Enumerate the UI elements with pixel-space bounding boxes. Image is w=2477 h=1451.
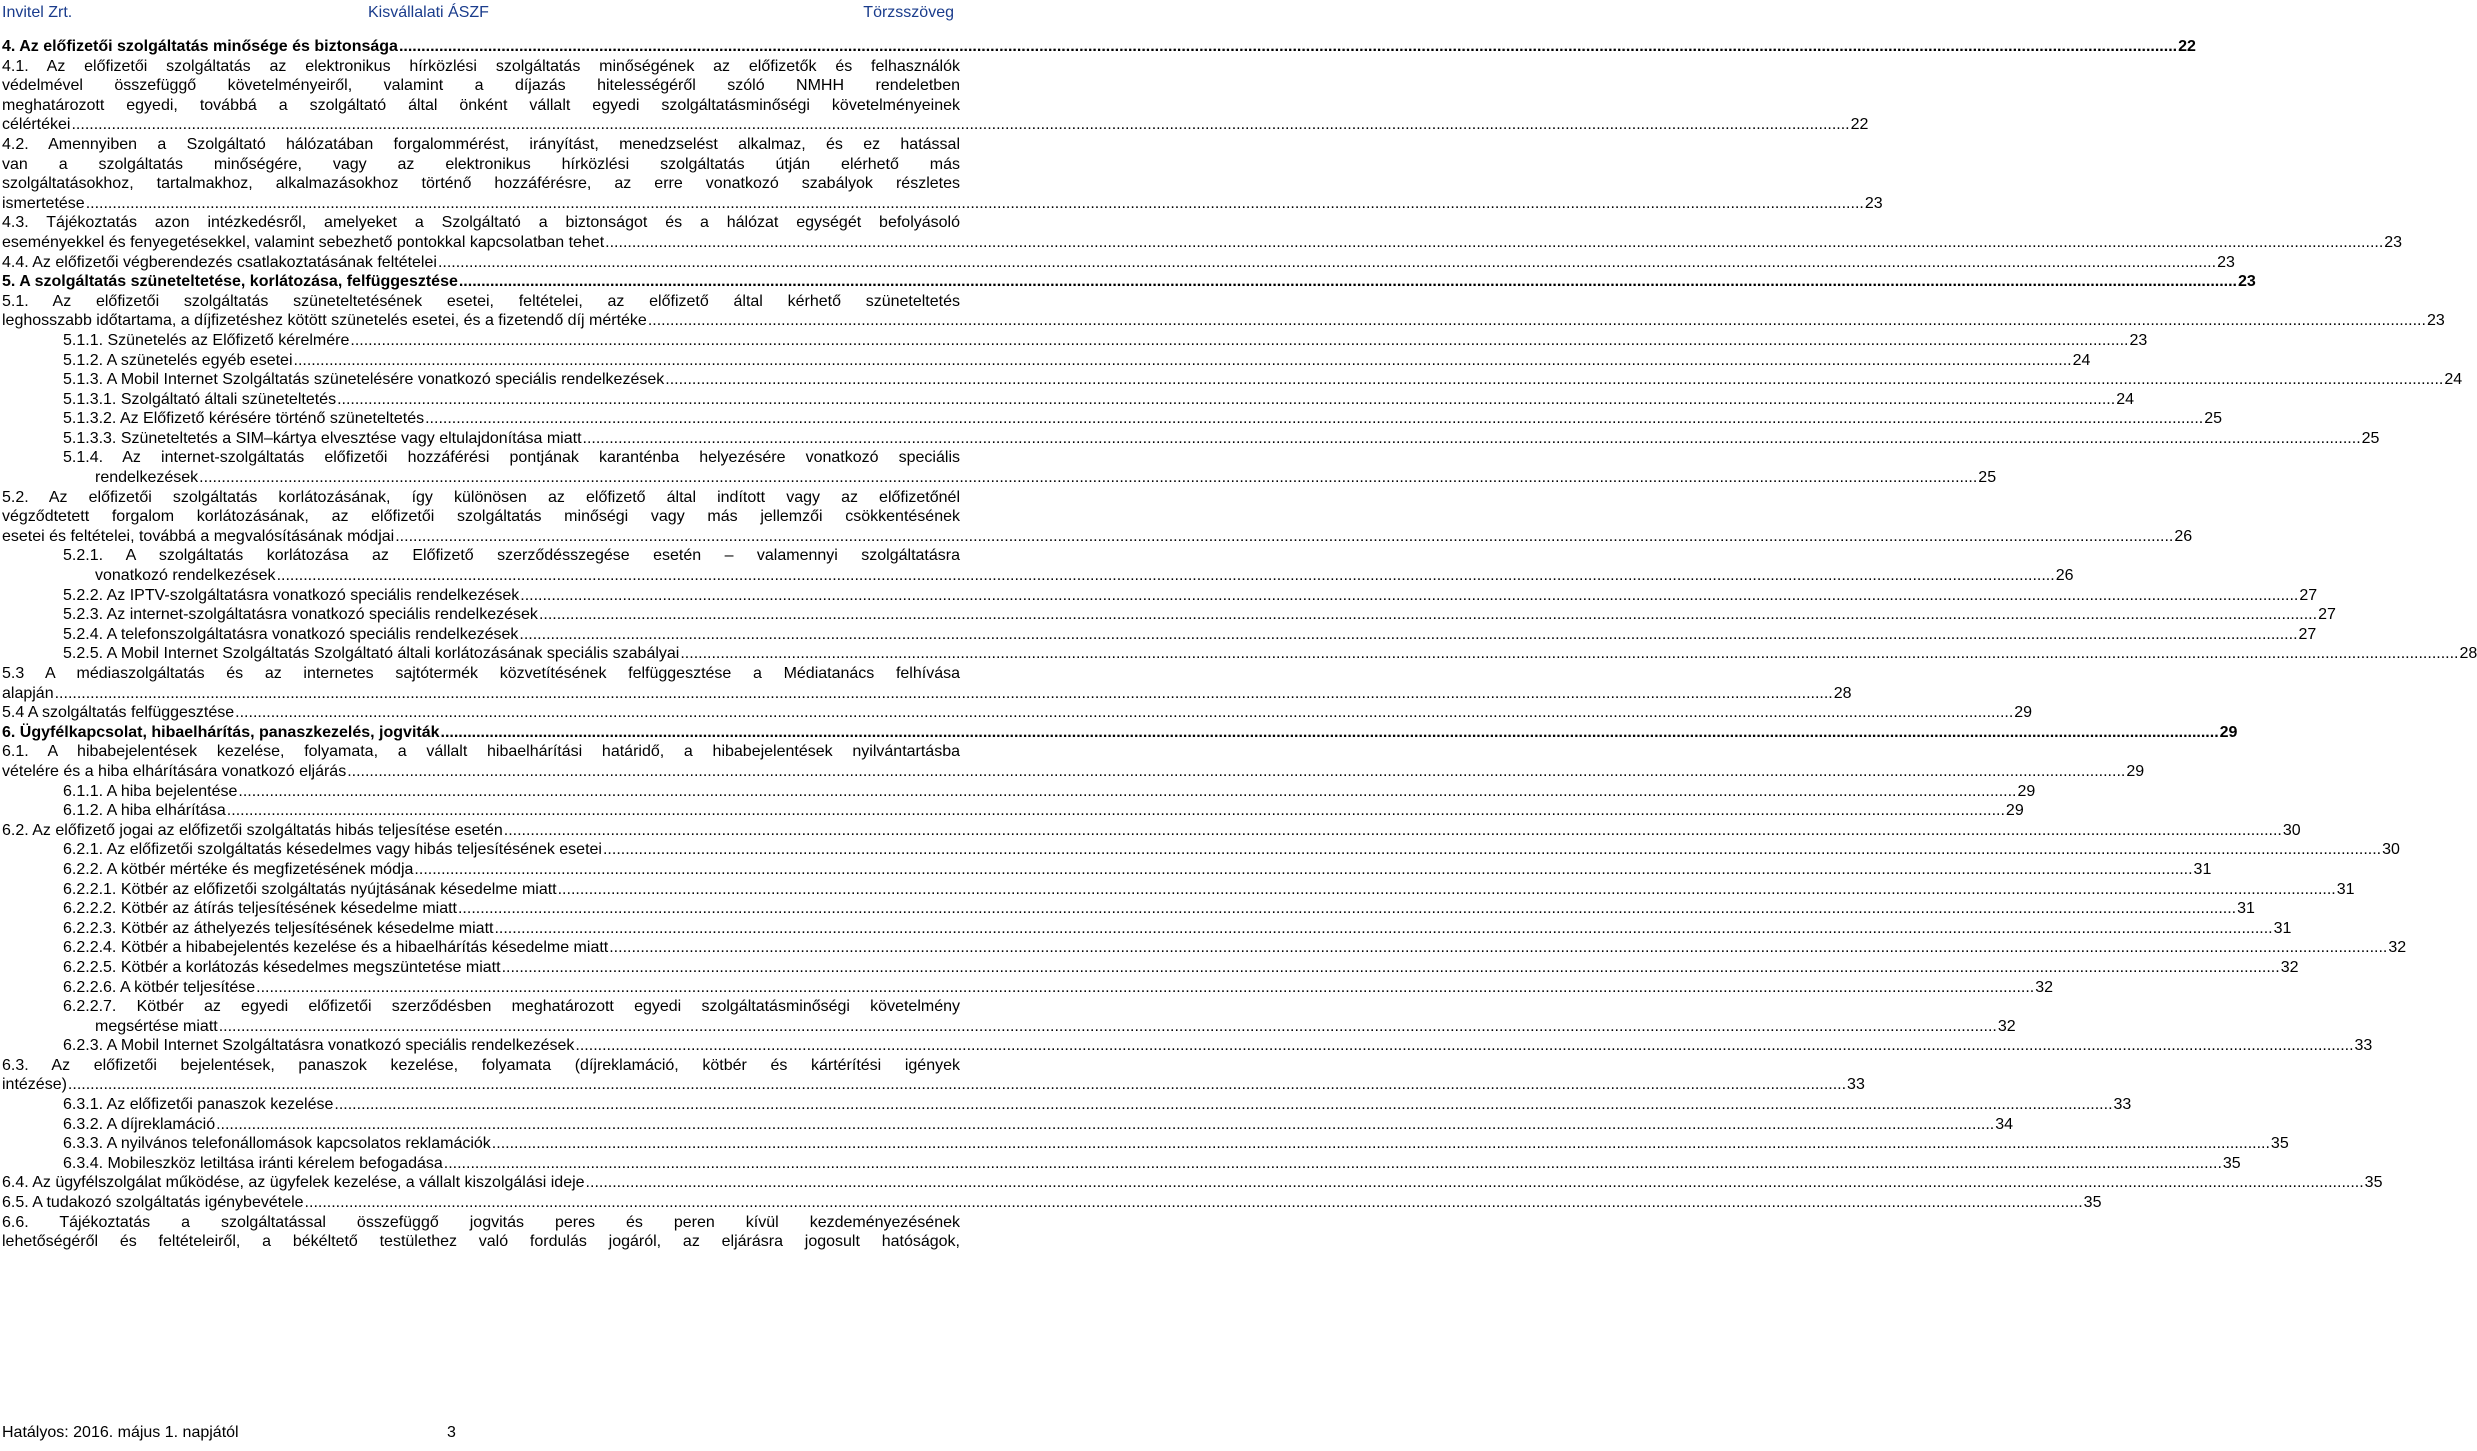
toc-dot-leader: ................................................................................................................................................................................................................................................................................................................................................................................................................ <box>414 860 2193 878</box>
toc-dot-leader: ................................................................................................................................................................................................................................................................................................................................................................................................................ <box>519 625 2298 643</box>
toc-entry-title: 5.2.3. Az internet-szolgáltatásra vonatkozó speciális rendelkezések <box>63 606 538 624</box>
header-version: Törzsszöveg <box>863 4 954 21</box>
toc-entry[interactable] <box>0 1213 960 1252</box>
toc-dot-leader: ................................................................................................................................................................................................................................................................................................................................................................................................................ <box>238 782 2017 800</box>
toc-entry-title: 6.2.2.4. Kötbér a hibabejelentés kezelése és a hibaelhárítás késedelme miatt <box>63 939 609 957</box>
toc-entry[interactable] <box>0 546 2074 585</box>
toc-entry-title: 5.4 A szolgáltatás felfüggesztése <box>2 704 235 722</box>
toc-page-number: 35 <box>2270 1135 2289 1153</box>
toc-entry[interactable] <box>0 409 2223 429</box>
toc-entry-title: 5.1.3.3. Szüneteltetés a SIM–kártya elvesztése vagy eltulajdonítása miatt <box>63 429 582 447</box>
toc-entry-text-line: 4.2. Amennyiben a Szolgáltató hálózatában forgalommérést, irányítást, menedzselést alkalmaz, és ez hatással <box>2 135 960 153</box>
toc-dot-leader: ................................................................................................................................................................................................................................................................................................................................................................................................................ <box>334 1096 2113 1114</box>
toc-entry-title: 4. Az előfizetői szolgáltatás minősége és biztonsága <box>2 38 398 55</box>
toc-page-number: 35 <box>2364 1174 2383 1192</box>
toc-entry-title: 6.5. A tudakozó szolgáltatás igénybevétele <box>2 1194 304 1212</box>
toc-dot-leader: ................................................................................................................................................................................................................................................................................................................................................................................................................ <box>398 38 2178 55</box>
toc-entry[interactable] <box>0 723 2238 743</box>
toc-entry[interactable] <box>0 429 2380 449</box>
toc-page-number: 24 <box>2444 371 2463 389</box>
toc-page-number: 29 <box>2017 782 2036 800</box>
toc-page-number: 31 <box>2237 900 2255 918</box>
toc-entry[interactable] <box>0 1115 2014 1135</box>
toc-entry[interactable] <box>0 840 2400 860</box>
toc-entry-text-line: 5.2.1. A szolgáltatás korlátozása az Előfizető szerződésszegése esetén – valamennyi szolgáltatásra <box>63 547 960 565</box>
toc-dot-leader: ................................................................................................................................................................................................................................................................................................................................................................................................................ <box>602 841 2382 859</box>
toc-entry-text-line: 5.1. Az előfizetői szolgáltatás szüneteltetésének esetei, feltételei, az előfizető által kérhető szüneteltetés <box>2 292 960 310</box>
footer-page-number: 3 <box>447 1424 456 1441</box>
toc-page-number: 29 <box>2219 723 2238 741</box>
toc-entry-text-line: lehetőségéről és feltételeiről, a békéltető testülethez való fordulás jogáról, az eljárásra jogosult hatóságok, <box>2 1233 960 1251</box>
toc-page-number: 32 <box>2388 939 2407 957</box>
toc-entry-text-line: végződtetett forgalom korlátozásának, az előfizetői szolgáltatás minőségi vagy más jellemzői csökkentésének <box>2 508 960 526</box>
toc-dot-leader: ................................................................................................................................................................................................................................................................................................................................................................................................................ <box>54 684 1833 702</box>
toc-entry-title: 6.3.1. Az előfizetői panaszok kezelése <box>63 1096 334 1114</box>
toc-entry[interactable] <box>0 1056 1865 1095</box>
toc-entry[interactable] <box>0 860 2212 880</box>
toc-entry-title: 6.2.2.3. Kötbér az áthelyezés teljesítésének késedelme miatt <box>63 919 494 937</box>
toc-dot-leader: ................................................................................................................................................................................................................................................................................................................................................................................................................ <box>304 1194 2083 1212</box>
toc-dot-leader: ................................................................................................................................................................................................................................................................................................................................................................................................................ <box>256 978 2035 996</box>
toc-entry-text-line: védelmével összefüggő követelményeiről, valamint a díjazás hitelességéről szóló NMHH rendeletben <box>2 77 960 95</box>
table-of-contents <box>0 37 2477 1252</box>
toc-entry[interactable] <box>0 664 1852 703</box>
toc-entry-title: 6.2. Az előfizető jogai az előfizetői szolgáltatás hibás teljesítése esetén <box>2 821 503 839</box>
toc-entry[interactable] <box>0 370 2463 390</box>
toc-entry-text-line: 5.2. Az előfizetői szolgáltatás korlátozásának, így különösen az előfizető által indított vagy az előfizetőnél <box>2 488 960 506</box>
toc-entry[interactable] <box>0 1134 2289 1154</box>
toc-dot-leader: ................................................................................................................................................................................................................................................................................................................................................................................................................ <box>458 273 2237 291</box>
toc-entry-text-line: szolgáltatásokhoz, tartalmakhoz, alkalmazásokhoz történő hozzáférésre, az erre vonatkozó szabályok részletes <box>2 175 960 193</box>
toc-entry-title: 6.3.4. Mobileszköz letiltása iránti kérelem befogadása <box>63 1154 443 1172</box>
toc-entry[interactable] <box>0 958 2299 978</box>
toc-entry[interactable] <box>0 351 2091 371</box>
toc-entry-text-line: meghatározott egyedi, továbbá a szolgáltató által önként vállalt egyedi szolgáltatásminőségi követelményeinek <box>2 96 960 114</box>
toc-entry[interactable] <box>0 899 2255 919</box>
toc-page-number: 23 <box>2217 253 2235 271</box>
toc-entry-text-line: 6.6. Tájékoztatás a szolgáltatással összefüggő jogvitás peres és peren kívül kezdeményezésének <box>2 1213 960 1231</box>
toc-entry[interactable] <box>0 57 1869 135</box>
toc-dot-leader: ................................................................................................................................................................................................................................................................................................................................................................................................................ <box>276 567 2055 585</box>
toc-entry[interactable] <box>0 135 1883 213</box>
toc-page-number: 23 <box>2129 331 2148 349</box>
toc-dot-leader: ................................................................................................................................................................................................................................................................................................................................................................................................................ <box>605 233 2384 251</box>
toc-entry-title: 6.2.2.2. Kötbér az átírás teljesítésének késedelme miatt <box>63 900 457 918</box>
toc-entry-title: 5. A szolgáltatás szüneteltetése, korlátozása, felfüggesztése <box>2 273 458 291</box>
toc-entry-title: 6.2.2. A kötbér mértéke és megfizetésének módja <box>63 860 414 878</box>
toc-page-number: 24 <box>2116 390 2134 408</box>
toc-page-number: 29 <box>2126 762 2145 780</box>
toc-dot-leader: ................................................................................................................................................................................................................................................................................................................................................................................................................ <box>395 527 2174 545</box>
toc-entry-title: 6.2.2.6. A kötbér teljesítése <box>63 978 256 996</box>
toc-entry-text-line: van a szolgáltatás minőségére, vagy az elektronikus hírközlési szolgáltatás útján elérhető más <box>2 155 960 173</box>
toc-page-number: 26 <box>2055 567 2074 585</box>
toc-entry[interactable] <box>0 938 2407 958</box>
toc-entry-title: 5.1.1. Szünetelés az Előfizető kérelmére <box>63 331 350 349</box>
toc-entry-title: vonatkozó rendelkezések <box>95 567 276 585</box>
toc-dot-leader: ................................................................................................................................................................................................................................................................................................................................................................................................................ <box>680 645 2459 663</box>
toc-page-number: 31 <box>2273 919 2292 937</box>
toc-entry[interactable] <box>0 625 2317 645</box>
toc-page-number: 33 <box>2354 1037 2373 1055</box>
toc-entry-text-line: 5.3 A médiaszolgáltatás és az internetes sajtótermék közvetítésének felfüggesztése a Médiatanács felhívása <box>2 665 960 682</box>
toc-entry[interactable] <box>0 919 2292 939</box>
toc-entry[interactable] <box>0 605 2336 625</box>
toc-page-number: 23 <box>2384 233 2403 251</box>
toc-dot-leader: ................................................................................................................................................................................................................................................................................................................................................................................................................ <box>293 351 2072 369</box>
toc-entry-title: ismertetése <box>2 194 85 212</box>
toc-page-number: 28 <box>2459 645 2477 663</box>
toc-dot-leader: ................................................................................................................................................................................................................................................................................................................................................................................................................ <box>585 1174 2364 1192</box>
toc-entry[interactable] <box>0 703 2033 723</box>
toc-page-number: 34 <box>1995 1115 2014 1133</box>
toc-entry[interactable] <box>0 1036 2373 1056</box>
toc-entry-title: intézése) <box>2 1076 67 1094</box>
toc-entry-title: eseményekkel és fenyegetésekkel, valamint sebezhető pontokkal kapcsolatban tehet <box>2 233 605 251</box>
toc-entry-title: 6.1.2. A hiba elhárítása <box>63 802 226 820</box>
toc-page-number: 31 <box>2193 860 2212 878</box>
toc-entry-title: 5.1.3. A Mobil Internet Szolgáltatás szünetelésére vonatkozó speciális rendelkezések <box>63 371 665 389</box>
toc-dot-leader: ................................................................................................................................................................................................................................................................................................................................................................................................................ <box>350 331 2129 349</box>
toc-entry[interactable] <box>0 782 2036 802</box>
toc-entry-title: esetei és feltételei, továbbá a megvalósításának módjai <box>2 527 395 545</box>
toc-entry-title: 5.2.5. A Mobil Internet Szolgáltatás Szolgáltató általi korlátozásának speciális szabályai <box>63 645 680 663</box>
toc-dot-leader: ................................................................................................................................................................................................................................................................................................................................................................................................................ <box>494 919 2273 937</box>
toc-entry-title: alapján <box>2 684 54 702</box>
toc-dot-leader: ................................................................................................................................................................................................................................................................................................................................................................................................................ <box>609 939 2388 957</box>
toc-entry-title: 6.3.3. A nyilvános telefonállomások kapcsolatos reklamációk <box>63 1135 491 1153</box>
toc-entry[interactable] <box>0 1193 2102 1213</box>
toc-entry-title: 6.2.2.5. Kötbér a korlátozás késedelmes megszüntetése miatt <box>63 958 501 976</box>
toc-dot-leader: ................................................................................................................................................................................................................................................................................................................................................................................................................ <box>665 371 2444 389</box>
toc-dot-leader: ................................................................................................................................................................................................................................................................................................................................................................................................................ <box>437 253 2217 271</box>
toc-dot-leader: ................................................................................................................................................................................................................................................................................................................................................................................................................ <box>647 312 2426 330</box>
toc-dot-leader: ................................................................................................................................................................................................................................................................................................................................................................................................................ <box>226 802 2005 820</box>
toc-entry[interactable] <box>0 488 2193 547</box>
toc-dot-leader: ................................................................................................................................................................................................................................................................................................................................................................................................................ <box>575 1037 2354 1055</box>
toc-page-number: 33 <box>2113 1096 2132 1114</box>
toc-entry-title: 6.1.1. A hiba bejelentése <box>63 782 238 800</box>
toc-entry-text-line: 6.3. Az előfizetői bejelentések, panaszok kezelése, folyamata (díjreklamáció, kötbér és kártérítési igények <box>2 1056 960 1074</box>
toc-dot-leader: ................................................................................................................................................................................................................................................................................................................................................................................................................ <box>337 390 2116 408</box>
toc-entry-text-line: 6.1. A hibabejelentések kezelése, folyamata, a vállalt hibaelhárítási határidő, a hibabejelentések nyilvántartásba <box>2 743 960 761</box>
toc-page-number: 26 <box>2174 527 2193 545</box>
toc-entry[interactable] <box>0 292 2445 331</box>
toc-page-number: 29 <box>2005 802 2024 820</box>
toc-entry[interactable] <box>0 742 2145 781</box>
toc-page-number: 23 <box>1864 194 1883 212</box>
toc-dot-leader: ................................................................................................................................................................................................................................................................................................................................................................................................................ <box>520 586 2299 604</box>
toc-page-number: 23 <box>2426 312 2445 330</box>
toc-entry[interactable] <box>0 644 2477 664</box>
toc-dot-leader: ................................................................................................................................................................................................................................................................................................................................................................................................................ <box>218 1017 1997 1035</box>
toc-entry-text-line: 4.1. Az előfizetői szolgáltatás az elektronikus hírközlési szolgáltatás minőségének az előfizetők és felhasználók <box>2 57 960 75</box>
toc-entry[interactable] <box>0 880 2355 900</box>
toc-entry[interactable] <box>0 1095 2132 1115</box>
toc-dot-leader: ................................................................................................................................................................................................................................................................................................................................................................................................................ <box>582 429 2361 447</box>
toc-entry-text-line: 4.3. Tájékoztatás azon intézkedésről, amelyeket a Szolgáltató a biztonságot és a hálózat egységét befolyásoló <box>2 214 960 232</box>
toc-page-number: 32 <box>2280 958 2299 976</box>
toc-entry-title: 6. Ügyfélkapcsolat, hibaelhárítás, panaszkezelés, jogviták <box>2 723 440 741</box>
toc-entry-title: 6.2.1. Az előfizetői szolgáltatás késedelmes vagy hibás teljesítésének esetei <box>63 841 602 859</box>
toc-entry[interactable] <box>0 253 2235 273</box>
toc-dot-leader: ................................................................................................................................................................................................................................................................................................................................................................................................................ <box>216 1115 1995 1133</box>
toc-page-number: 27 <box>2298 625 2317 643</box>
toc-dot-leader: ................................................................................................................................................................................................................................................................................................................................................................................................................ <box>457 900 2237 918</box>
toc-page-number: 31 <box>2336 880 2355 898</box>
footer-effective-date: Hatályos: 2016. május 1. napjától <box>2 1424 239 1441</box>
toc-entry-title: 5.1.3.1. Szolgáltató általi szüneteltetés <box>63 390 337 408</box>
toc-entry-title: 6.2.3. A Mobil Internet Szolgáltatásra vonatkozó speciális rendelkezések <box>63 1037 575 1055</box>
toc-page-number: 30 <box>2382 841 2400 859</box>
toc-page-number: 29 <box>2014 704 2033 722</box>
toc-page-number: 30 <box>2282 821 2301 839</box>
page-header <box>0 0 960 28</box>
toc-entry[interactable] <box>0 272 2256 292</box>
toc-page-number: 35 <box>2222 1154 2241 1172</box>
toc-entry[interactable] <box>0 37 2196 57</box>
toc-entry-title: 4.4. Az előfizetői végberendezés csatlakoztatásának feltételei <box>2 253 437 271</box>
toc-dot-leader: ................................................................................................................................................................................................................................................................................................................................................................................................................ <box>538 606 2318 624</box>
toc-entry-title: megsértése miatt <box>95 1017 218 1035</box>
header-company: Invitel Zrt. <box>2 4 73 21</box>
toc-dot-leader: ................................................................................................................................................................................................................................................................................................................................................................................................................ <box>67 1076 1847 1094</box>
toc-entry-title: célértékei <box>2 116 71 134</box>
toc-entry-title: 6.4. Az ügyfélszolgálat működése, az ügyfelek kezelése, a vállalt kiszolgálási ideje <box>2 1174 585 1192</box>
toc-entry-title: 5.2.2. Az IPTV-szolgáltatásra vonatkozó speciális rendelkezések <box>63 586 520 604</box>
page-footer <box>0 1422 960 1446</box>
toc-dot-leader: ................................................................................................................................................................................................................................................................................................................................................................................................................ <box>503 821 2282 839</box>
toc-entry-title: 6.3.2. A díjreklamáció <box>63 1115 216 1133</box>
toc-entry-title: 5.1.3.2. Az Előfizető kérésére történő szüneteltetés <box>63 410 425 428</box>
toc-entry[interactable] <box>0 586 2318 606</box>
toc-dot-leader: ................................................................................................................................................................................................................................................................................................................................................................................................................ <box>557 880 2336 898</box>
toc-entry-text-line: 6.2.2.7. Kötbér az egyedi előfizetői szerződésben meghatározott egyedi szolgáltatásminőségi követelmény <box>63 998 960 1016</box>
toc-dot-leader: ................................................................................................................................................................................................................................................................................................................................................................................................................ <box>71 116 1850 134</box>
toc-entry-title: vételére és a hiba elhárítására vonatkozó eljárás <box>2 762 347 780</box>
toc-entry-title: 5.2.4. A telefonszolgáltatásra vonatkozó speciális rendelkezések <box>63 625 519 643</box>
toc-page-number: 32 <box>1997 1017 2016 1035</box>
toc-page-number: 25 <box>2361 429 2380 447</box>
header-document-type: Kisvállalati ÁSZF <box>368 4 489 21</box>
toc-entry[interactable] <box>0 213 2403 252</box>
toc-page-number: 23 <box>2237 273 2256 291</box>
toc-entry[interactable] <box>0 1154 2241 1174</box>
toc-dot-leader: ................................................................................................................................................................................................................................................................................................................................................................................................................ <box>501 958 2280 976</box>
toc-entry[interactable] <box>0 1173 2383 1193</box>
toc-dot-leader: ................................................................................................................................................................................................................................................................................................................................................................................................................ <box>440 723 2219 741</box>
toc-page-number: 28 <box>1833 684 1852 702</box>
toc-entry[interactable] <box>0 331 2148 351</box>
toc-entry-title: leghosszabb időtartama, a díjfizetéshez kötött szünetelés esetei, és a fizetendő díj mértéke <box>2 312 647 330</box>
toc-entry[interactable] <box>0 448 1997 487</box>
toc-page-number: 22 <box>1850 116 1869 134</box>
toc-dot-leader: ................................................................................................................................................................................................................................................................................................................................................................................................................ <box>199 469 1978 487</box>
toc-page-number: 25 <box>2204 410 2223 428</box>
toc-entry[interactable] <box>0 390 2134 410</box>
toc-entry[interactable] <box>0 997 2016 1036</box>
toc-dot-leader: ................................................................................................................................................................................................................................................................................................................................................................................................................ <box>443 1154 2222 1172</box>
toc-entry[interactable] <box>0 821 2301 841</box>
toc-page-number: 24 <box>2072 351 2091 369</box>
toc-entry[interactable] <box>0 978 2054 998</box>
toc-dot-leader: ................................................................................................................................................................................................................................................................................................................................................................................................................ <box>235 704 2014 722</box>
toc-entry-title: rendelkezések <box>95 469 199 487</box>
toc-page-number: 25 <box>1978 469 1997 487</box>
toc-page-number: 33 <box>1847 1076 1865 1094</box>
toc-page-number: 32 <box>2035 978 2054 996</box>
toc-dot-leader: ................................................................................................................................................................................................................................................................................................................................................................................................................ <box>425 410 2204 428</box>
toc-entry-title: 6.2.2.1. Kötbér az előfizetői szolgáltatás nyújtásának késedelme miatt <box>63 880 557 898</box>
toc-entry-text-line: 5.1.4. Az internet-szolgáltatás előfizetői hozzáférési pontjának karanténba helyezésére vonatkozó speciális <box>63 449 960 467</box>
toc-dot-leader: ................................................................................................................................................................................................................................................................................................................................................................................................................ <box>347 762 2126 780</box>
toc-entry[interactable] <box>0 801 2024 821</box>
toc-page-number: 35 <box>2083 1194 2102 1212</box>
toc-dot-leader: ................................................................................................................................................................................................................................................................................................................................................................................................................ <box>85 194 1864 212</box>
toc-dot-leader: ................................................................................................................................................................................................................................................................................................................................................................................................................ <box>491 1135 2270 1153</box>
toc-page-number: 22 <box>2178 38 2196 55</box>
toc-page-number: 27 <box>2299 586 2318 604</box>
toc-page-number: 27 <box>2318 606 2336 624</box>
toc-entry-title: 5.1.2. A szünetelés egyéb esetei <box>63 351 293 369</box>
